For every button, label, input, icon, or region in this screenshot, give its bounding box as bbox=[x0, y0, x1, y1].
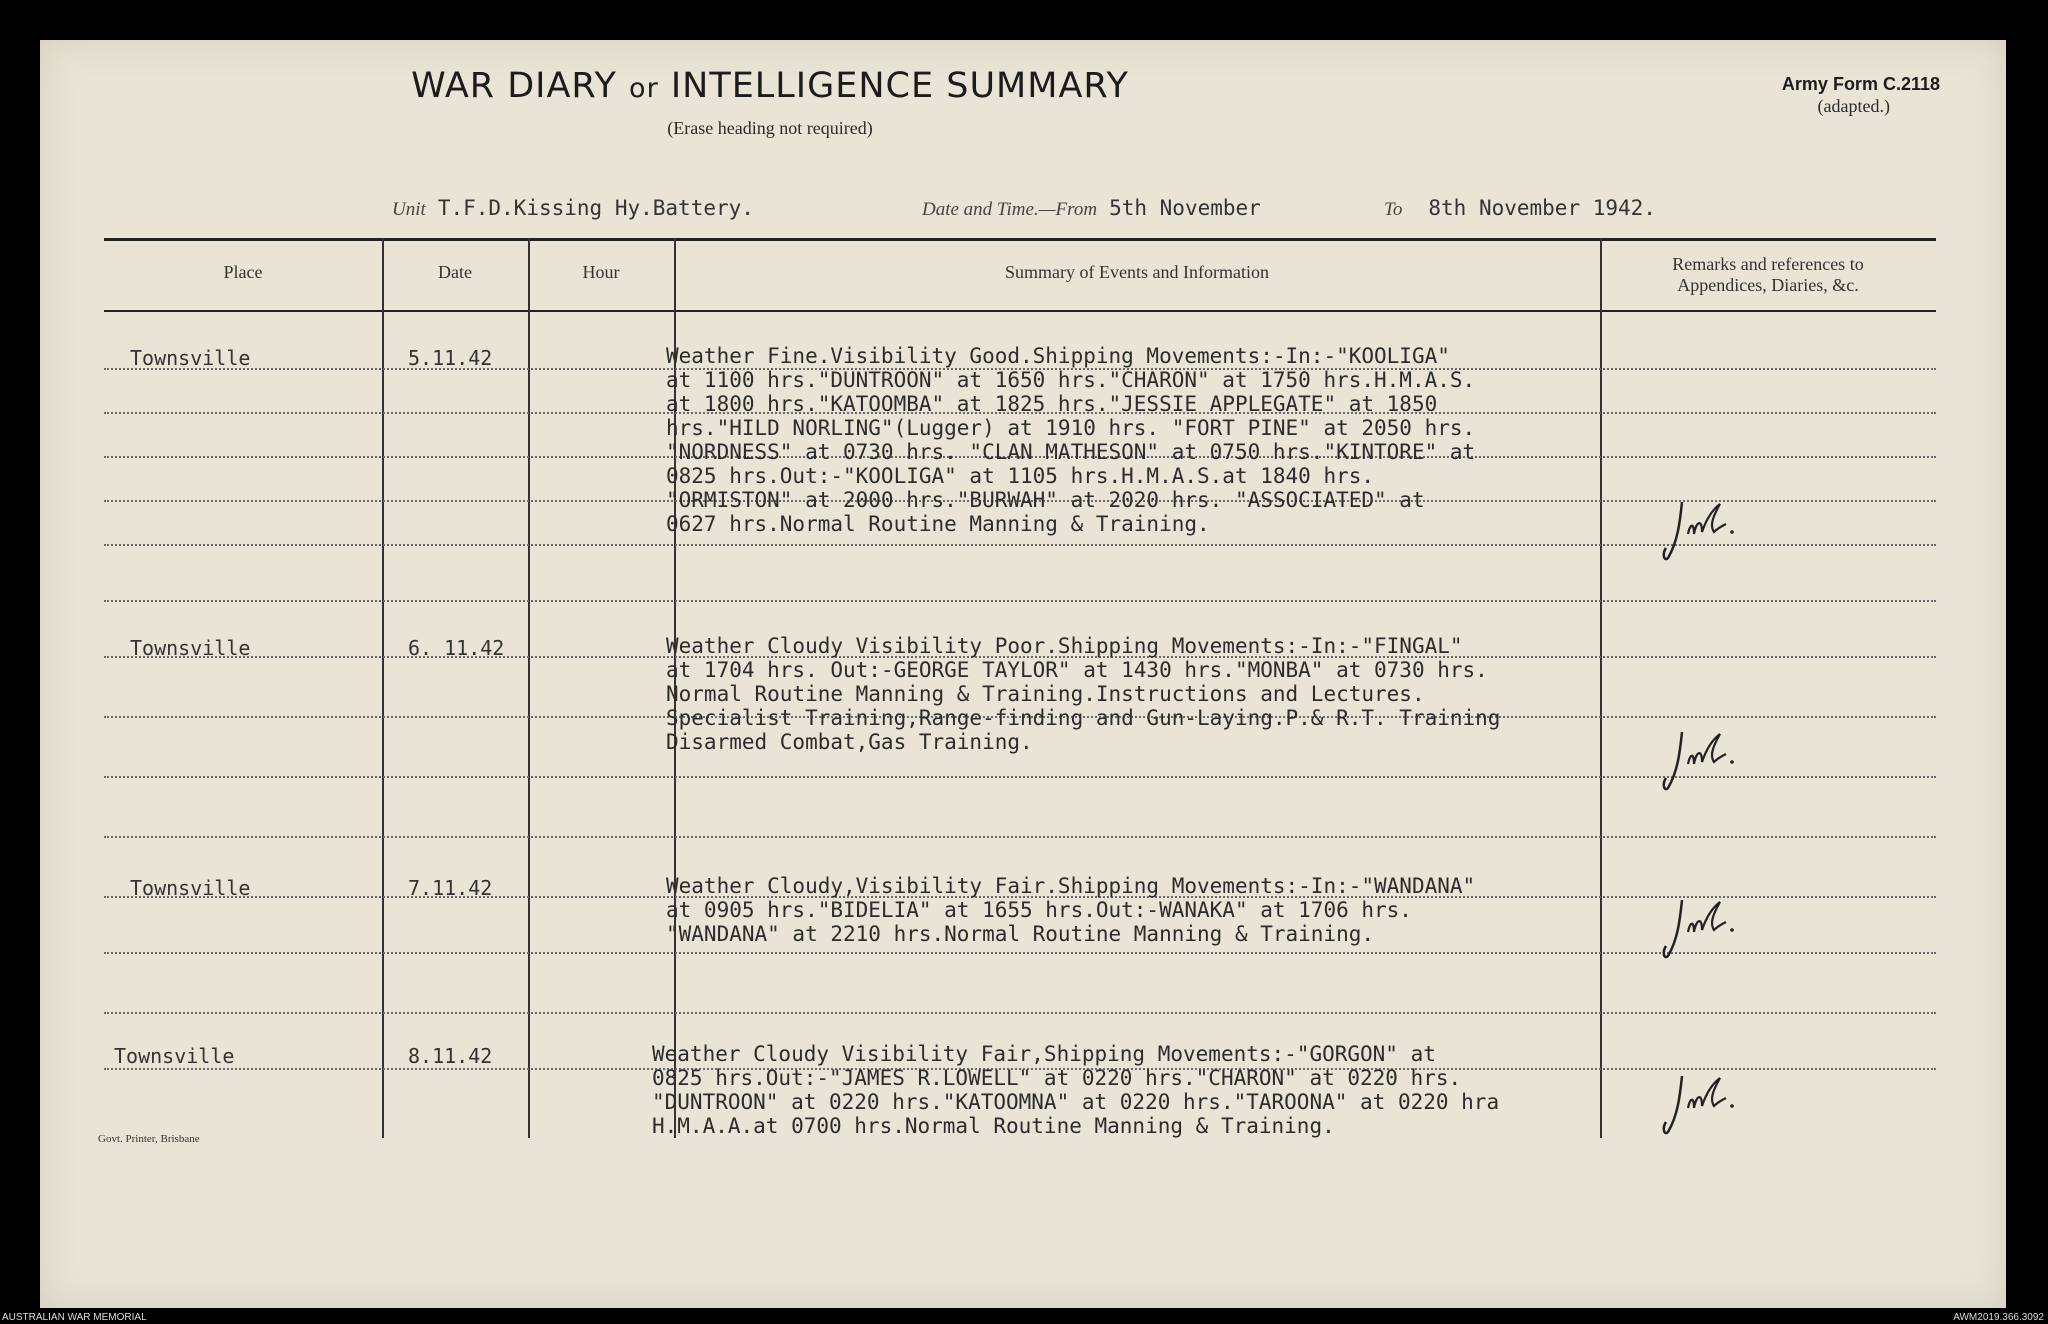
ruled-line bbox=[104, 600, 1936, 602]
column-header-date: Date bbox=[438, 262, 472, 282]
page-title bbox=[0, 66, 1540, 106]
entry-place: Townsville bbox=[130, 876, 251, 900]
title-or: or bbox=[629, 73, 659, 104]
archive-credit: AUSTRALIAN WAR MEMORIAL bbox=[2, 1312, 147, 1323]
subtitle: (Erase heading not required) bbox=[667, 118, 873, 138]
from-value: 5th November bbox=[1109, 196, 1261, 220]
form-adapted: (adapted.) bbox=[1817, 96, 1890, 116]
signature bbox=[1660, 1070, 1750, 1140]
entry-date: 8.11.42 bbox=[408, 1044, 493, 1068]
entry-date: 7.11.42 bbox=[408, 876, 493, 900]
column-header-summary: Summary of Events and Information bbox=[1005, 262, 1269, 282]
entry-summary: Weather Cloudy Visibility Poor.Shipping Movements:-In:-"FINGAL" at 1704 hrs. Out:-GEORGE TAYLOR" at 1430 hrs."MONBA" at 0730 hrs. Normal Routine Manning & Training.Instructions and Lectures. Specialist Training,Range-finding and Gun-Laying.P.& R.T. Training Disarmed Combat,Gas Training. bbox=[666, 634, 1501, 754]
column-header-place: Place bbox=[223, 262, 263, 282]
form-number: Army Form C.2118 bbox=[1781, 74, 1940, 94]
to-value: 8th November 1942. bbox=[1428, 196, 1656, 220]
entry-place: Townsville bbox=[130, 346, 251, 370]
column-divider bbox=[382, 238, 384, 1138]
to-label: To bbox=[1384, 199, 1403, 220]
entry-place: Townsville bbox=[114, 1044, 235, 1068]
column-divider bbox=[528, 238, 530, 1138]
title-intelligence-summary: INTELLIGENCE SUMMARY bbox=[670, 66, 1129, 106]
header-bottom-rule bbox=[104, 310, 1936, 312]
table-top-rule bbox=[104, 238, 1936, 241]
entry-summary: Weather Cloudy,Visibility Fair.Shipping Movements:-In:-"WANDANA" at 0905 hrs."BIDELIA" at 1655 hrs.Out:-WANAKA" at 1706 hrs. "WANDANA" at 2210 hrs.Normal Routine Manning & Training. bbox=[666, 874, 1476, 946]
remarks-header-line2: Appendices, Diaries, &c. bbox=[1677, 275, 1859, 295]
printer-imprint: Govt. Printer, Brisbane bbox=[98, 1133, 200, 1145]
date-to-field bbox=[1384, 196, 1656, 221]
entry-summary: Weather Cloudy Visibility Fair,Shipping Movements:-"GORGON" at 0825 hrs.Out:-"JAMES R.LOWELL" at 0220 hrs."CHARON" at 0220 hrs. "DUNTROON" at 0220 hrs."KATOOMNA" at 0220 hrs."TAROONA" at 0220 hra H.M.A.A.at 0700 hrs.Normal Routine Manning & Training. bbox=[652, 1042, 1500, 1138]
column-header-hour: Hour bbox=[582, 262, 620, 282]
entry-date: 6. 11.42 bbox=[408, 636, 505, 660]
unit-value: T.F.D.Kissing Hy.Battery. bbox=[437, 196, 754, 220]
unit-label: Unit bbox=[392, 199, 426, 220]
date-from-field bbox=[922, 196, 1261, 221]
archive-reference: AWM2019.366.3092 bbox=[1953, 1312, 2044, 1323]
signature bbox=[1660, 496, 1750, 566]
entry-place: Townsville bbox=[130, 636, 251, 660]
title-war-diary: WAR DIARY bbox=[411, 66, 617, 106]
column-header-remarks bbox=[1600, 254, 1936, 296]
entry-summary: Weather Fine.Visibility Good.Shipping Movements:-In:-"KOOLIGA" at 1100 hrs."DUNTROON" at 1650 hrs."CHARON" at 1750 hrs.H.M.A.S. at 1800 hrs."KATOOMBA" at 1825 hrs."JESSIE APPLEGATE" at 1850 hrs."HILD NORLING"(Lugger) at 1910 hrs. "FORT PINE" at 2050 hrs. "NORDNESS" at 0730 hrs. "CLAN MATHESON" at 0750 hrs."KINTORE" at 0825 hrs.Out:-"KOOLIGA" at 1105 hrs.H.M.A.S.at 1840 hrs. "ORMISTON" at 2000 hrs."BURWAH" at 2020 hrs. "ASSOCIATED" at 0627 hrs.Normal Routine Manning & Training. bbox=[666, 344, 1476, 536]
ruled-line bbox=[104, 1012, 1936, 1014]
signature bbox=[1660, 726, 1750, 796]
date-label: Date and Time.—From bbox=[922, 199, 1098, 220]
entry-date: 5.11.42 bbox=[408, 346, 493, 370]
remarks-header-line1: Remarks and references to bbox=[1672, 254, 1864, 274]
signature bbox=[1660, 894, 1750, 964]
unit-field bbox=[392, 196, 754, 221]
ruled-line bbox=[104, 836, 1936, 838]
